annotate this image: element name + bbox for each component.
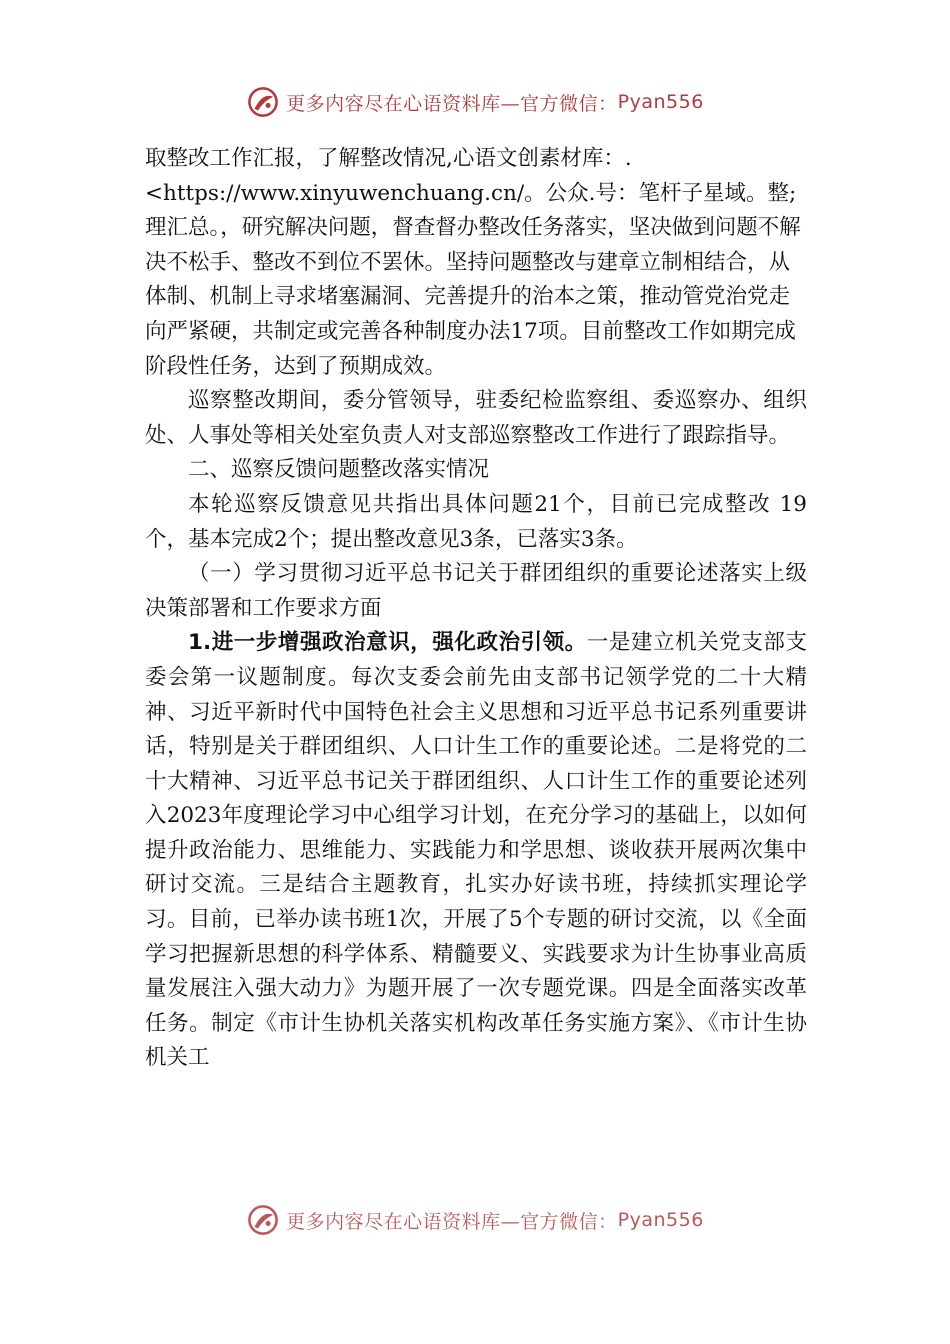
watermark-logo-icon bbox=[246, 1203, 280, 1237]
paragraph-continued: 取整改工作汇报，了解整改情况,心语文创素材库：.<https://www.xinyuwenchuang.cn/。公众.号：笔杆子星域。整;理汇总。，研究解决问题，督查督办整改任务落实，坚决做到问题不解决不松手、整改不到位不罢休。坚持问题整改与建章立制相结合，从体制、机制上寻求堵塞漏洞、完善提升的治本之策，推动管党治党走向严紧硬，共制定或完善各种制度办法17项。目前整改工作如期完成阶段性任务，达到了预期成效。 bbox=[145, 146, 801, 379]
watermark-banner-bottom bbox=[0, 1200, 950, 1240]
watermark-text: 更多内容尽在心语资料库—官方微信： bbox=[286, 92, 618, 115]
paragraph-summary: 本轮巡察反馈意见共指出具体问题21个，目前已完成整改 19个，基本完成2个；提出整改意见3条，已落实3条。 bbox=[145, 491, 807, 552]
item-1-title: 1.进一步增强政治意识，强化政治引领。 bbox=[188, 630, 587, 656]
subsection-heading-1: （一）学习贯彻习近平总书记关于群团组织的重要论述落实上级决策部署和工作要求方面 bbox=[145, 561, 807, 621]
watermark-text: 更多内容尽在心语资料库—官方微信： bbox=[286, 1210, 618, 1233]
item-1-body: 一是建立机关党支部支委会第一议题制度。每次支委会前先由支部书记领学党的二十大精神、习近平新时代中国特色社会主义思想和习近平总书记系列重要讲话，特别是关于群团组织、人口计生工作的重要论述。二是将党的二十大精神、习近平总书记关于群团组织、人口计生工作的重要论述列入2023年度理论学习中心组学习计划，在充分学习的基础上，以如何提升政治能力、思维能力、实践能力和学思想、谈收获开展两次集中研讨交流。三是结合主题教育，扎实办好读书班，持续抓实理论学习。目前，已举办读书班1次，开展了5个专题的研讨交流，以《全面学习把握新思想的科学体系、精髓要义、实践要求为计生协事业高质量发展注入强大动力》为题开展了一次专题党课。四是全面落实改革任务。制定《市计生协机关落实机构改革任务实施方案》、《市计生协机关工 bbox=[145, 630, 807, 1071]
watermark-banner-top bbox=[0, 82, 950, 122]
item-1-paragraph bbox=[145, 626, 807, 1076]
watermark-handle: Pyan556 bbox=[617, 1209, 704, 1231]
paragraph-guidance: 巡察整改期间，委分管领导，驻委纪检监察组、委巡察办、组织处、人事处等相关处室负责人对支部巡察整改工作进行了跟踪指导。 bbox=[145, 388, 807, 448]
watermark-handle: Pyan556 bbox=[617, 91, 704, 113]
watermark-logo-icon bbox=[246, 85, 280, 119]
document-body bbox=[145, 142, 807, 1222]
section-heading-2: 二、巡察反馈问题整改落实情况 bbox=[188, 457, 490, 483]
